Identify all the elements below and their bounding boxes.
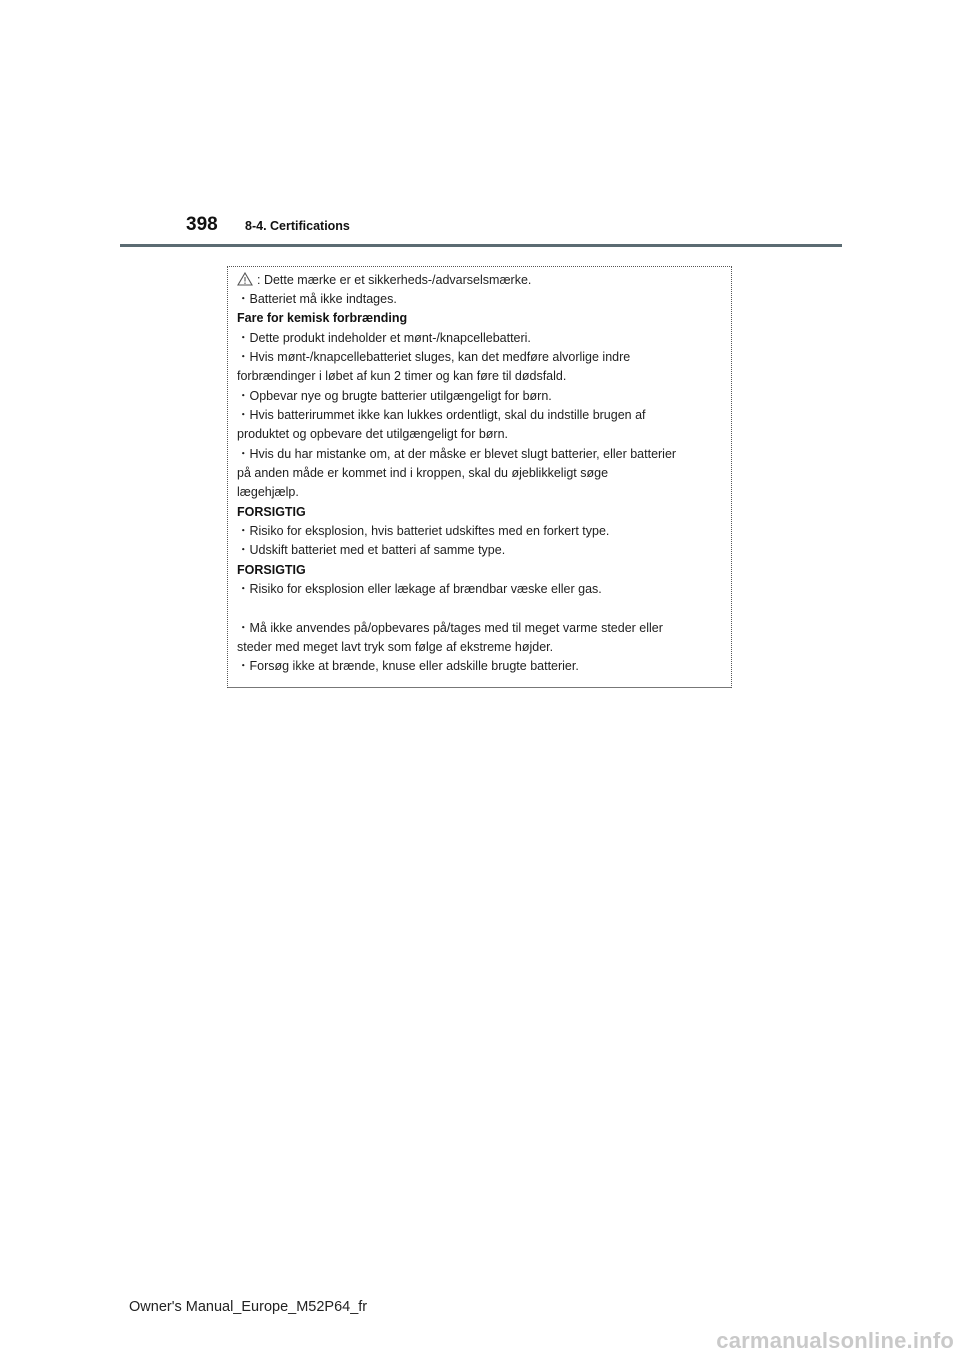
notice-line: ・Hvis du har mistanke om, at der måske er blevet slugt batterier, eller batterier (237, 447, 677, 461)
notice-line: ・Må ikke anvendes på/opbevares på/tages med til meget varme steder eller (237, 621, 663, 635)
notice-heading: FORSIGTIG (237, 563, 306, 577)
notice-line: produktet og opbevare det utilgængeligt for børn. (237, 427, 509, 441)
notice-line: ・Hvis mønt-/knapcellebatteriet sluges, kan det medføre alvorlige indre (237, 350, 631, 364)
notice-line: ・Risiko for eksplosion, hvis batteriet udskiftes med en forkert type. (237, 524, 610, 538)
notice-line-text: : Dette mærke er et sikkerheds-/advarselsmærke. (257, 273, 532, 287)
notice-line: ・Dette produkt indeholder et mønt-/knapcellebatteri. (237, 331, 531, 345)
notice-line: forbrændinger i løbet af kun 2 timer og kan føre til dødsfald. (237, 369, 567, 383)
notice-line: ・Forsøg ikke at brænde, knuse eller adskille brugte batterier. (237, 659, 579, 673)
notice-line: ・Opbevar nye og brugte batterier utilgængeligt for børn. (237, 389, 552, 403)
footer-manual-id: Owner's Manual_Europe_M52P64_fr (129, 1299, 368, 1315)
watermark: carmanualsonline.info (716, 1328, 954, 1353)
notice-line: ・Batteriet må ikke indtages. (237, 292, 397, 306)
header-rule (120, 244, 842, 247)
notice-line: lægehjælp. (237, 485, 299, 499)
notice-line: på anden måde er kommet ind i kroppen, skal du øjeblikkeligt søge (237, 466, 609, 480)
warning-triangle-icon (237, 272, 253, 286)
warning-notice-box (227, 266, 732, 688)
notice-line: steder med meget lavt tryk som følge af ekstreme højder. (237, 640, 554, 654)
notice-line-symbol (237, 271, 727, 290)
notice-heading: FORSIGTIG (237, 505, 306, 519)
section-title: 8-4. Certifications (245, 219, 350, 233)
notice-heading: Fare for kemisk forbrænding (237, 311, 408, 325)
page-number: 398 (186, 214, 218, 235)
notice-line: ・Hvis batterirummet ikke kan lukkes ordentligt, skal du indstille brugen af (237, 408, 646, 422)
notice-line: ・Udskift batteriet med et batteri af samme type. (237, 543, 506, 557)
notice-line: ・Risiko for eksplosion eller lækage af brændbar væske eller gas. (237, 582, 602, 596)
